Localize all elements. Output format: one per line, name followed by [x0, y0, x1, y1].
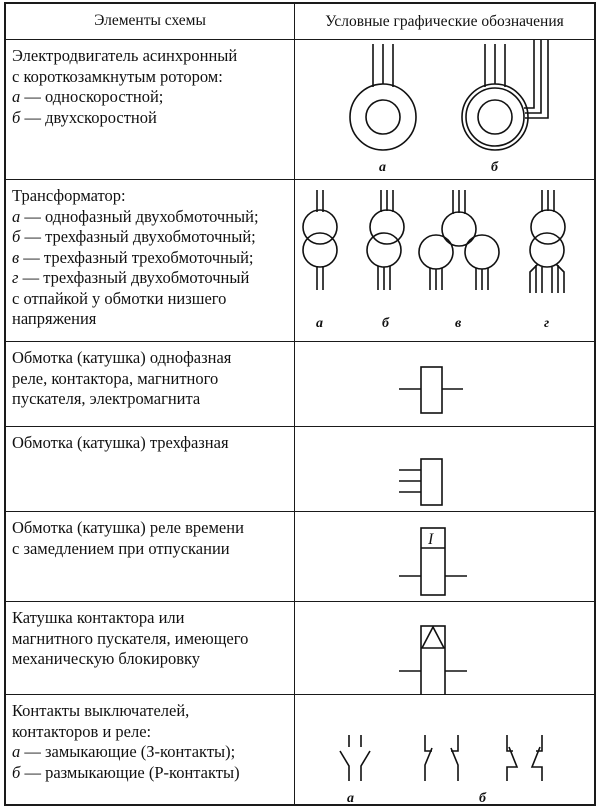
table-header: [6, 4, 594, 40]
row-description: [6, 512, 295, 601]
symbol-cell: [295, 695, 594, 806]
table-row-coil-time-relay: [6, 512, 594, 602]
row-description: [6, 602, 295, 694]
table-row-async-motor: [6, 40, 594, 180]
transformer-with-tap-icon: [530, 190, 565, 293]
table-row-coil-three-phase: [6, 427, 594, 512]
table-row-contacts: [6, 695, 594, 806]
desc-line: контакторов и реле:: [12, 721, 152, 741]
coil-three-phase-icon: [295, 427, 598, 512]
item-text: — замыкающие (З-контакты);: [20, 742, 236, 761]
desc-line: с замедлением при отпускании: [12, 538, 230, 558]
desc-line: пускателя, электромагнита: [12, 389, 201, 408]
desc-line: Обмотка (катушка) реле времени: [12, 518, 244, 537]
item-line: [12, 87, 290, 108]
row-description: [6, 180, 295, 341]
item-mark: в: [12, 247, 20, 267]
item-line: [12, 227, 290, 248]
symbol-label: б: [479, 791, 486, 806]
item-line: [12, 742, 290, 763]
item-text: — трехфазный двухобмоточный;: [20, 227, 256, 246]
transformer-three-phase-icon: [367, 190, 404, 290]
item-mark: а: [12, 206, 21, 226]
item-text: — трехфазный двухобмоточный: [18, 268, 250, 287]
header-symbols: Условные графические обозначения: [325, 12, 564, 30]
item-mark: а: [12, 87, 21, 106]
desc-line: магнитного пускателя, имеющего: [12, 628, 249, 648]
symbol-cell: [295, 427, 594, 511]
item-mark: г: [12, 268, 19, 287]
symbol-cell: [295, 602, 594, 694]
desc-line: механическую блокировку: [12, 649, 201, 668]
item-mark: б: [12, 227, 21, 246]
symbol-label: а: [347, 791, 354, 806]
table-row-coil-single-phase: [6, 342, 594, 427]
desc-line: Электродвигатель асинхронный: [12, 46, 238, 65]
header-elements: Элементы схемы: [6, 4, 295, 39]
motor-single-speed-icon: [350, 44, 416, 150]
coil-single-phase-icon: [295, 342, 598, 427]
transformer-single-phase-icon: [303, 190, 337, 290]
symbol-label: а: [379, 160, 386, 175]
row-description: [6, 40, 295, 179]
desc-line: Обмотка (катушка) трехфазная: [12, 433, 229, 452]
symbol-label: в: [455, 316, 462, 331]
item-mark: б: [12, 762, 21, 782]
symbols-table: [4, 2, 596, 806]
make-contact-icon: [340, 735, 370, 781]
desc-line: Катушка контактора или: [12, 608, 185, 627]
item-line: [12, 248, 290, 269]
item-mark: а: [12, 742, 21, 761]
transformer-icon: [295, 180, 598, 342]
row-description: [6, 427, 295, 511]
item-line: [12, 207, 290, 228]
desc-line: с короткозамкнутым ротором:: [12, 66, 223, 86]
desc-line: реле, контактора, магнитного: [12, 368, 219, 388]
symbol-label: а: [316, 316, 323, 331]
item-line: [12, 108, 290, 129]
item-line: [12, 763, 290, 784]
item-text: — односкоростной;: [20, 87, 164, 106]
symbol-cell: [295, 40, 594, 179]
desc-line: напряжения: [12, 309, 97, 328]
item-text: — размыкающие (Р-контакты): [20, 762, 240, 782]
item-text: — двухскоростной: [20, 107, 157, 127]
coil-mechanical-interlock-icon: [295, 602, 598, 695]
contacts-icon: [295, 695, 598, 806]
row-description: [6, 695, 295, 806]
symbol-label: б: [491, 160, 498, 175]
item-line: [12, 268, 290, 289]
symbol-cell: [295, 180, 594, 341]
symbol-cell: [295, 342, 594, 426]
table-row-transformer: [6, 180, 594, 342]
motor-two-speed-icon: [462, 40, 548, 150]
async-motor-icon: [295, 40, 598, 180]
time-relay-mark: I: [428, 531, 434, 548]
symbol-label: б: [382, 316, 389, 331]
break-contact-delayed-icon: [507, 735, 542, 781]
transformer-three-winding-icon: [419, 190, 499, 290]
coil-time-delay-icon: [295, 512, 598, 602]
item-mark: б: [12, 107, 21, 127]
desc-line: Контакты выключателей,: [12, 701, 190, 720]
item-text: — трехфазный трехобмоточный;: [19, 247, 254, 267]
row-description: [6, 342, 295, 426]
desc-line: Обмотка (катушка) однофазная: [12, 348, 232, 367]
item-text: — однофазный двухобмоточный;: [20, 206, 259, 226]
break-contact-icon: [425, 735, 458, 781]
desc-line: Трансформатор:: [12, 186, 126, 205]
desc-line: с отпайкой у обмотки низшего: [12, 288, 227, 308]
table-row-coil-interlock: [6, 602, 594, 695]
symbol-cell: [295, 512, 594, 601]
symbol-label: г: [544, 316, 550, 331]
